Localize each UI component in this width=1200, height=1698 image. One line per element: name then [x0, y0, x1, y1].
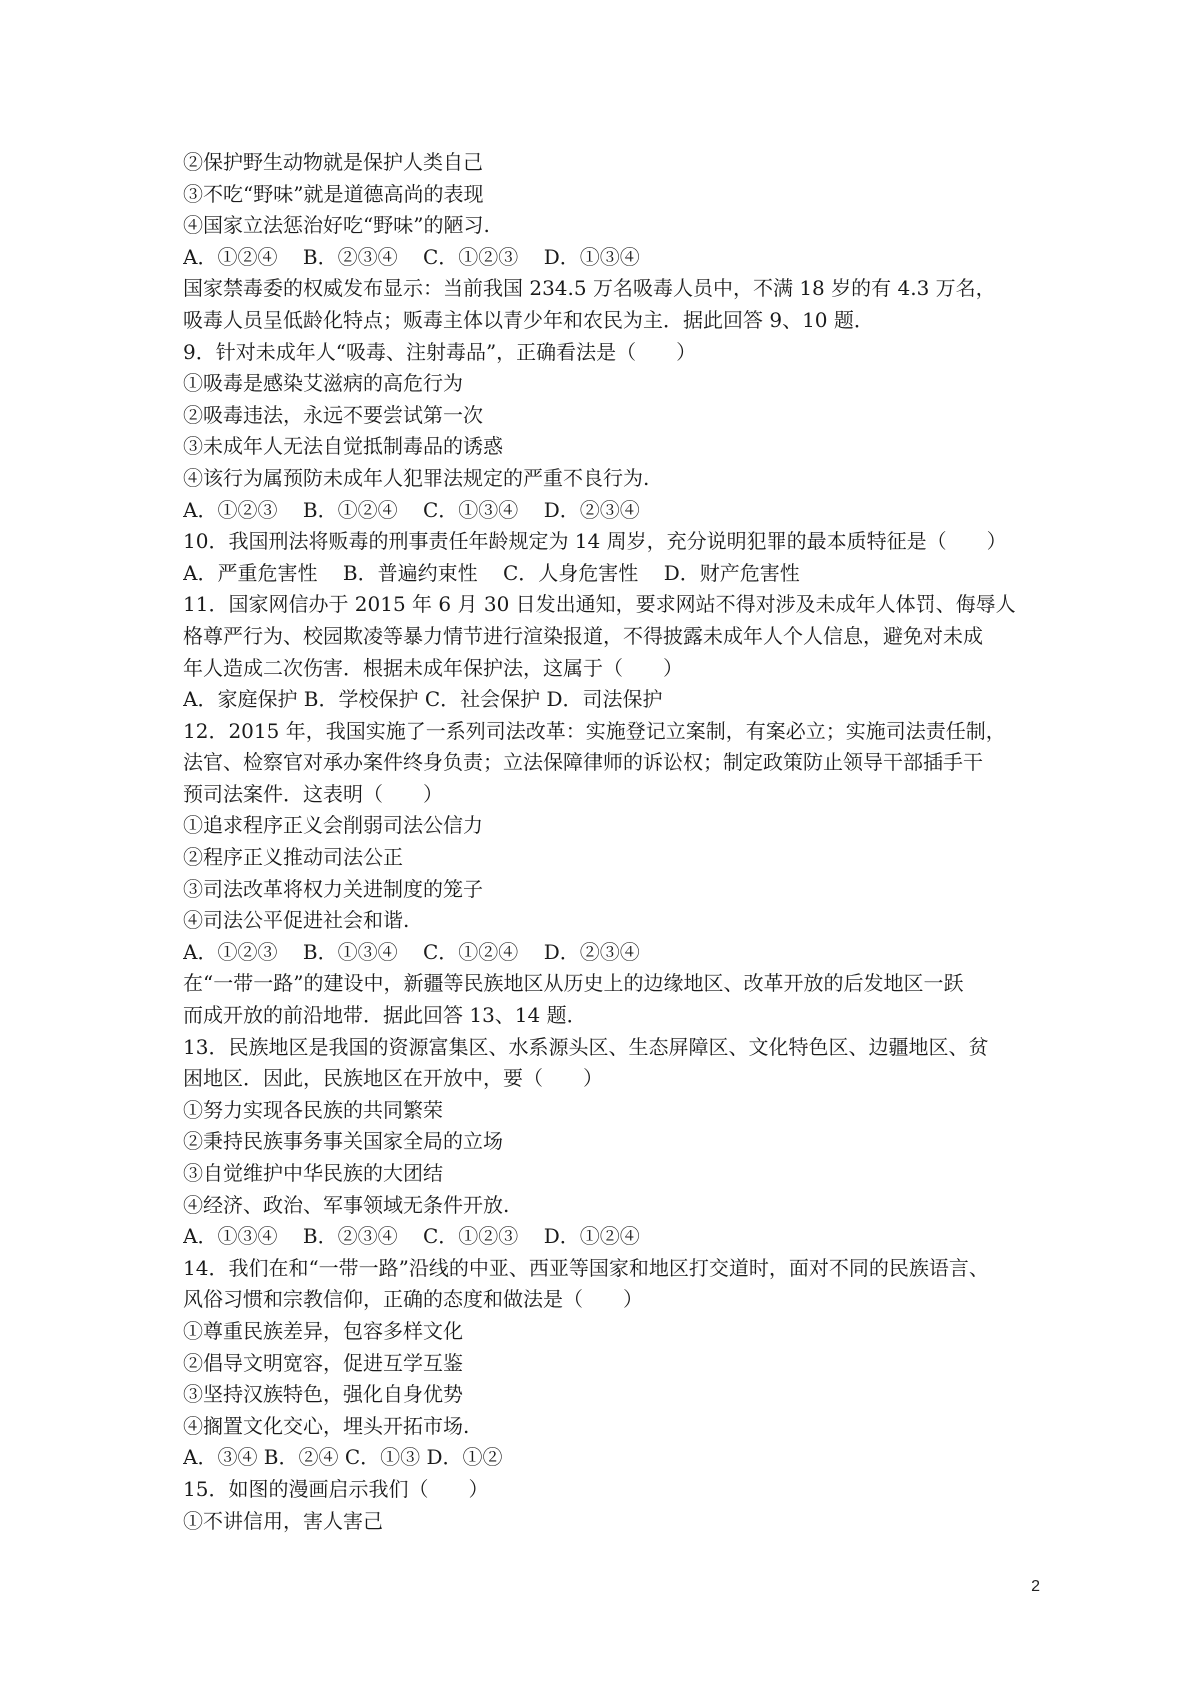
answer-options: A．①②③ B．①③④ C．①②④ D．②③④ — [183, 939, 640, 964]
text-line: ④该行为属预防未成年人犯罪法规定的严重不良行为. — [183, 465, 650, 490]
text-line: 年人造成二次伤害．根据未成年保护法，这属于（ ） — [183, 655, 683, 680]
text-line: 法官、检察官对承办案件终身负责；立法保障律师的诉讼权；制定政策防止领导干部插手干 — [183, 750, 983, 775]
text-line: ①尊重民族差异，包容多样文化 — [183, 1318, 463, 1343]
answer-options: A．①③④ B．②③④ C．①②③ D．①②④ — [183, 1224, 640, 1249]
text-line: ②程序正义推动司法公正 — [183, 845, 403, 870]
text-line: ①追求程序正义会削弱司法公信力 — [183, 813, 483, 838]
text-line: 在“一带一路”的建设中，新疆等民族地区从历史上的边缘地区、改革开放的后发地区一跃 — [183, 971, 964, 996]
text-line: ③司法改革将权力关进制度的笼子 — [183, 876, 483, 901]
answer-options: A．①②③ B．①②④ C．①③④ D．②③④ — [183, 497, 640, 522]
text-line: ④经济、政治、军事领域无条件开放. — [183, 1192, 510, 1217]
text-line: ①努力实现各民族的共同繁荣 — [183, 1097, 443, 1122]
question-13: 13．民族地区是我国的资源富集区、水系源头区、生态屏障区、文化特色区、边疆地区、贫 — [183, 1034, 989, 1059]
document-body — [183, 147, 1063, 1537]
text-line: ③自觉维护中华民族的大团结 — [183, 1161, 443, 1185]
text-line: 而成开放的前沿地带．据此回答 13、14 题． — [183, 1003, 587, 1028]
text-line: ③未成年人无法自觉抵制毒品的诱惑 — [183, 434, 503, 459]
question-10: 10．我国刑法将贩毒的刑事责任年龄规定为 14 周岁，充分说明犯罪的最本质特征是（ ） — [183, 529, 1007, 554]
text-line: 格尊严行为、校园欺凌等暴力情节进行渲染报道，不得披露未成年人个人信息，避免对未成 — [183, 623, 983, 648]
question-12: 12．2015 年，我国实施了一系列司法改革：实施登记立案制，有案必立；实施司法责任制， — [183, 718, 1006, 743]
question-9: 9．针对未成年人“吸毒、注射毒品”，正确看法是（ ） — [183, 339, 697, 364]
text-line: ①不讲信用，害人害己 — [183, 1508, 383, 1533]
text-line: 国家禁毒委的权威发布显示：当前我国 234.5 万名吸毒人员中，不满 18 岁的有 4.3 万名， — [183, 276, 996, 301]
text-line: 风俗习惯和宗教信仰，正确的态度和做法是（ ） — [183, 1287, 643, 1312]
question-15: 15．如图的漫画启示我们（ ） — [183, 1476, 489, 1501]
text-line: ④搁置文化交心，埋头开拓市场. — [183, 1413, 470, 1438]
answer-options: A．严重危害性 B．普遍约束性 C．人身危害性 D．财产危害性 — [183, 560, 800, 585]
text-line: ④司法公平促进社会和谐. — [183, 908, 410, 933]
text-line: ②秉持民族事务事关国家全局的立场 — [183, 1129, 503, 1154]
page-number: 2 — [1031, 1578, 1040, 1595]
text-line: 预司法案件．这表明（ ） — [183, 781, 443, 806]
text-line: 困地区．因此，民族地区在开放中，要（ ） — [183, 1066, 603, 1091]
text-line: ②倡导文明宽容，促进互学互鉴 — [183, 1350, 463, 1375]
text-line: ④国家立法惩治好吃“野味”的陋习. — [183, 213, 490, 238]
answer-options: A．家庭保护 B．学校保护 C．社会保护 D．司法保护 — [183, 687, 663, 712]
answer-options: A．①②④ B．②③④ C．①②③ D．①③④ — [183, 244, 640, 269]
text-line: ②吸毒违法，永远不要尝试第一次 — [183, 402, 483, 427]
answer-options: A．③④ B．②④ C．①③ D．①② — [183, 1445, 503, 1470]
text-line: ③不吃“野味”就是道德高尚的表现 — [183, 181, 484, 206]
question-14: 14．我们在和“一带一路”沿线的中亚、西亚等国家和地区打交道时，面对不同的民族语言、 — [183, 1255, 989, 1280]
text-line: ①吸毒是感染艾滋病的高危行为 — [183, 371, 463, 396]
question-11: 11．国家网信办于 2015 年 6 月 30 日发出通知，要求网站不得对涉及未成年人体罚、侮辱人 — [183, 592, 1016, 617]
text-line: 吸毒人员呈低龄化特点；贩毒主体以青少年和农民为主．据此回答 9、10 题． — [183, 307, 874, 332]
text-line: ③坚持汉族特色，强化自身优势 — [183, 1382, 463, 1407]
text-line: ②保护野生动物就是保护人类自己 — [183, 150, 483, 174]
